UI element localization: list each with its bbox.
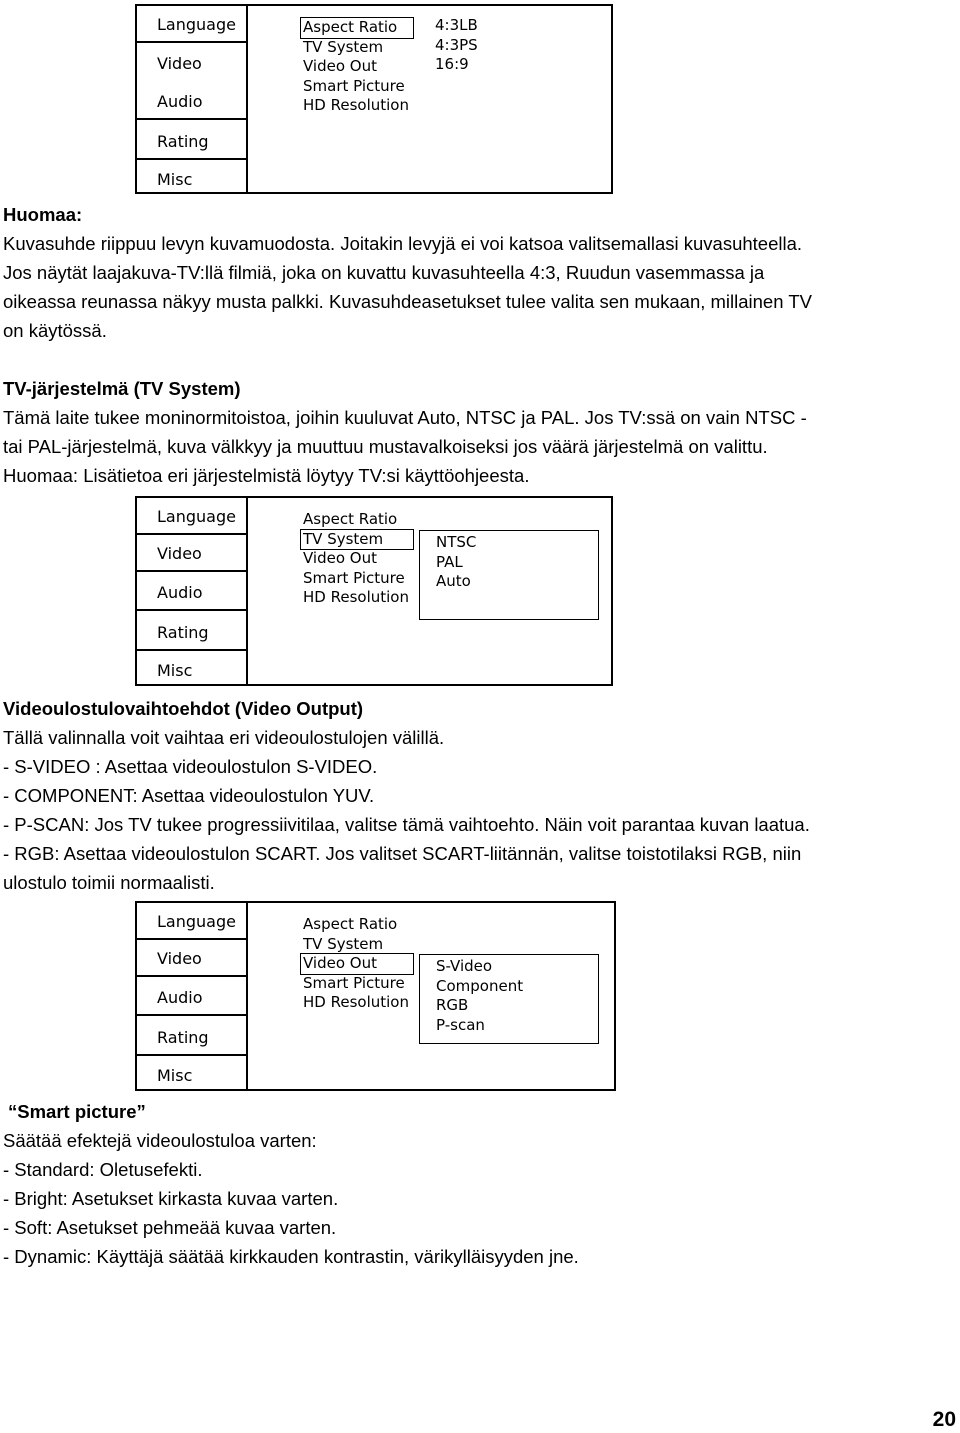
smart-picture-line-2: - Standard: Oletusefekti. bbox=[3, 1159, 203, 1180]
menu-tabs bbox=[137, 6, 248, 192]
menu-screenshot-video-out bbox=[135, 901, 616, 1091]
menu-values bbox=[419, 530, 599, 620]
tv-system-line-3: Huomaa: Lisätietoa eri järjestelmistä löytyy TV:si käyttöohjeesta. bbox=[3, 465, 530, 486]
option-aspect-ratio[interactable]: Aspect Ratio bbox=[301, 18, 413, 38]
option-video-out[interactable]: Video Out bbox=[303, 549, 377, 567]
video-output-line-3: - COMPONENT: Asettaa videoulostulon YUV. bbox=[3, 785, 375, 806]
value-4-3lb[interactable]: 4:3LB bbox=[435, 16, 478, 34]
tv-system-line-2: tai PAL-järjestelmä, kuva välkkyy ja muuttuu mustavalkoiseksi jos väärä järjestelmä on valittu. bbox=[3, 436, 768, 457]
menu-options bbox=[301, 915, 413, 1013]
tab-rating[interactable]: Rating bbox=[137, 123, 248, 160]
option-aspect-ratio[interactable]: Aspect Ratio bbox=[303, 510, 398, 528]
video-output-heading: Videoulostulovaihtoehdot (Video Output) bbox=[3, 698, 364, 719]
video-output-line-5: - RGB: Asettaa videoulostulon SCART. Jos valitset SCART-liitännän, valitse toistotilaksi RGB, niin bbox=[3, 843, 802, 864]
note-heading: Huomaa: bbox=[3, 204, 83, 225]
tab-language[interactable]: Language bbox=[137, 6, 248, 43]
value-p-scan[interactable]: P-scan bbox=[436, 1015, 485, 1034]
option-tv-system[interactable]: TV System bbox=[303, 37, 384, 56]
value-auto[interactable]: Auto bbox=[436, 572, 471, 590]
option-hd-resolution[interactable]: HD Resolution bbox=[303, 588, 409, 606]
value-ntsc[interactable]: NTSC bbox=[436, 533, 477, 551]
option-hd-resolution[interactable]: HD Resolution bbox=[303, 96, 409, 114]
tab-audio[interactable]: Audio bbox=[137, 83, 248, 120]
note-line-1: Kuvasuhde riippuu levyn kuvamuodosta. Joitakin levyjä ei voi katsoa valitsemallasi kuvasuhteella. bbox=[3, 233, 803, 254]
tv-system-heading: TV-järjestelmä (TV System) bbox=[3, 378, 241, 399]
note-line-4: on käytössä. bbox=[3, 320, 107, 341]
video-output-line-1: Tällä valinnalla voit vaihtaa eri videoulostulojen välillä. bbox=[3, 727, 445, 748]
video-output-line-4: - P-SCAN: Jos TV tukee progressiivitilaa, valitse tämä vaihtoehto. Näin voit parantaa kuvan laatua. bbox=[3, 814, 810, 835]
tv-system-line-1: Tämä laite tukee moninormitoistoa, joihin kuuluvat Auto, NTSC ja PAL. Jos TV:ssä on vain NTSC - bbox=[3, 407, 807, 428]
smart-picture-line-3: - Bright: Asetukset kirkasta kuvaa varten. bbox=[3, 1188, 339, 1209]
option-video-out[interactable]: Video Out bbox=[301, 954, 413, 974]
note-line-2: Jos näytät laajakuva-TV:llä filmiä, joka on kuvattu kuvasuhteella 4:3, Ruudun vasemmassa ja bbox=[3, 262, 765, 283]
menu-screenshot-aspect-ratio bbox=[135, 4, 613, 194]
tab-audio[interactable]: Audio bbox=[137, 574, 248, 611]
tab-misc[interactable]: Misc bbox=[157, 1066, 193, 1085]
option-smart-picture[interactable]: Smart Picture bbox=[303, 76, 405, 95]
video-output-line-6: ulostulo toimii normaalisti. bbox=[3, 872, 215, 893]
option-hd-resolution[interactable]: HD Resolution bbox=[303, 993, 409, 1011]
menu-tabs bbox=[137, 903, 248, 1089]
option-aspect-ratio[interactable]: Aspect Ratio bbox=[303, 915, 398, 933]
smart-picture-line-1: Säätää efektejä videoulostuloa varten: bbox=[3, 1130, 317, 1151]
option-smart-picture[interactable]: Smart Picture bbox=[303, 973, 405, 992]
smart-picture-line-5: - Dynamic: Käyttäjä säätää kirkkauden kontrastin, värikylläisyyden jne. bbox=[3, 1246, 579, 1267]
tab-language[interactable]: Language bbox=[137, 903, 248, 940]
tab-video[interactable]: Video bbox=[137, 940, 248, 977]
tab-misc[interactable]: Misc bbox=[157, 170, 193, 189]
option-video-out[interactable]: Video Out bbox=[303, 57, 377, 75]
menu-tabs bbox=[137, 498, 248, 684]
page-number: 20 bbox=[932, 1408, 956, 1431]
value-rgb[interactable]: RGB bbox=[436, 996, 469, 1014]
value-component[interactable]: Component bbox=[436, 976, 524, 995]
note-line-3: oikeassa reunassa näkyy musta palkki. Kuvasuhdeasetukset tulee valita sen mukaan, millainen TV bbox=[3, 291, 812, 312]
tab-language[interactable]: Language bbox=[137, 498, 248, 535]
tab-video[interactable]: Video bbox=[157, 54, 202, 73]
option-smart-picture[interactable]: Smart Picture bbox=[303, 568, 405, 587]
tab-audio[interactable]: Audio bbox=[137, 979, 248, 1016]
video-output-line-2: - S-VIDEO : Asettaa videoulostulon S-VIDEO. bbox=[3, 756, 378, 777]
tab-rating[interactable]: Rating bbox=[137, 1019, 248, 1056]
menu-options bbox=[301, 18, 413, 116]
smart-picture-heading: “Smart picture” bbox=[8, 1101, 146, 1122]
menu-values bbox=[419, 954, 599, 1044]
tab-misc[interactable]: Misc bbox=[157, 661, 193, 680]
menu-values bbox=[419, 16, 599, 112]
menu-options bbox=[301, 510, 413, 608]
option-tv-system[interactable]: TV System bbox=[303, 934, 384, 953]
menu-screenshot-tv-system bbox=[135, 496, 613, 686]
value-s-video[interactable]: S-Video bbox=[436, 957, 493, 975]
tab-video[interactable]: Video bbox=[137, 535, 248, 572]
value-16-9[interactable]: 16:9 bbox=[435, 55, 469, 73]
option-tv-system[interactable]: TV System bbox=[301, 530, 413, 550]
smart-picture-line-4: - Soft: Asetukset pehmeää kuvaa varten. bbox=[3, 1217, 337, 1238]
tab-rating[interactable]: Rating bbox=[137, 614, 248, 651]
value-pal[interactable]: PAL bbox=[436, 552, 463, 571]
value-4-3ps[interactable]: 4:3PS bbox=[435, 35, 478, 54]
